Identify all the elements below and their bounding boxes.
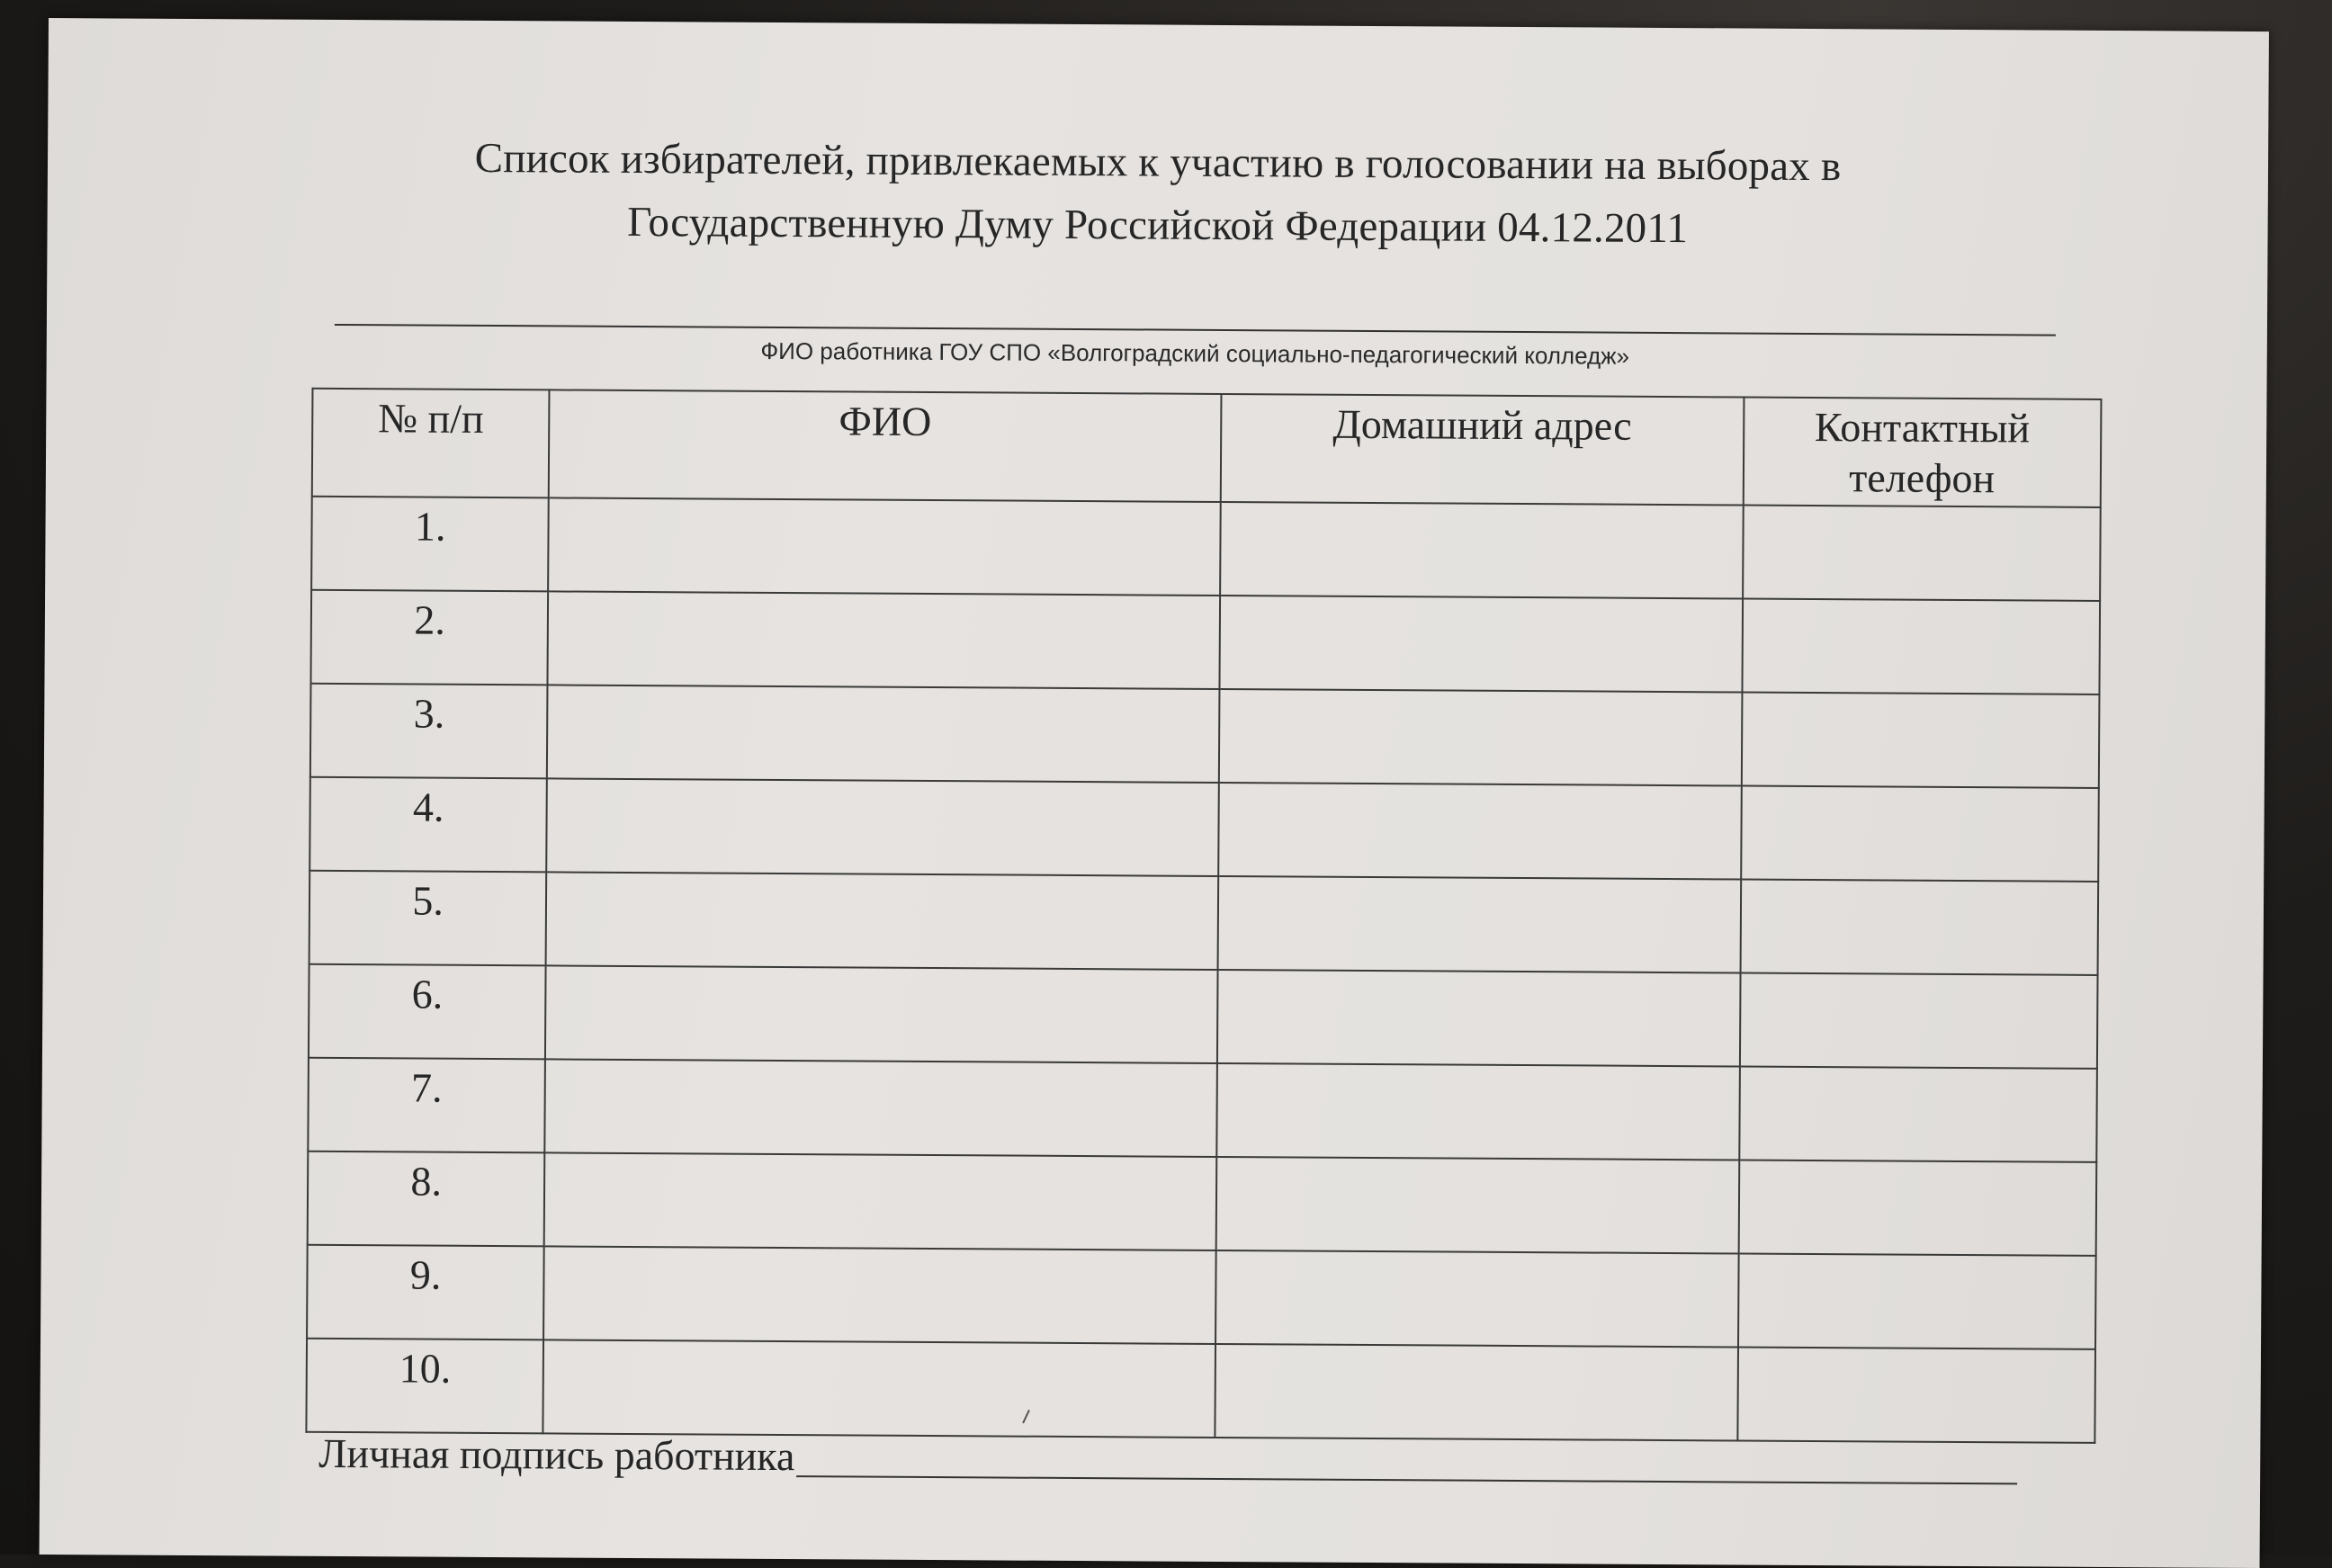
phone-cell[interactable] (1742, 599, 2100, 694)
table-row (308, 1058, 2097, 1162)
table-row (311, 497, 2101, 601)
phone-cell[interactable] (1741, 693, 2099, 788)
header-address: Домашний адрес (1221, 394, 1744, 506)
fio-cell[interactable] (545, 1059, 1217, 1157)
phone-cell[interactable] (1743, 506, 2101, 601)
table-row (309, 777, 2099, 882)
fio-cell[interactable] (544, 1152, 1216, 1250)
signature-block (318, 1429, 2017, 1488)
header-phone: Контактный телефон (1743, 398, 2101, 507)
address-cell[interactable] (1215, 1250, 1738, 1348)
address-cell[interactable] (1219, 596, 1742, 693)
document-title (47, 124, 2268, 264)
row-number-cell: 1. (311, 497, 549, 592)
address-cell[interactable] (1220, 502, 1743, 599)
title-line-1: Список избирателей, привлекаемых к участию в голосовании на выборах в (474, 134, 1842, 191)
address-cell[interactable] (1218, 783, 1741, 880)
table-row (306, 1339, 2095, 1443)
fio-cell[interactable] (543, 1340, 1215, 1438)
table-row (307, 1245, 2096, 1349)
address-cell[interactable] (1219, 689, 1742, 786)
fio-cell[interactable] (548, 497, 1220, 596)
table-body (306, 497, 2100, 1443)
table-row (310, 590, 2100, 694)
row-number-cell: 4. (309, 777, 547, 873)
paper-sheet (40, 18, 2269, 1568)
fio-caption: ФИО работника ГОУ СПО «Волгоградский социально-педагогический колледж» (760, 336, 1630, 370)
title-line-2: Государственную Думу Российской Федерации 04.12.2011 (627, 198, 1689, 253)
address-cell[interactable] (1218, 876, 1741, 973)
fio-cell[interactable] (546, 778, 1218, 876)
row-number-cell: 6. (309, 964, 546, 1060)
voters-table (305, 388, 2102, 1444)
phone-cell[interactable] (1741, 786, 2099, 882)
fio-cell[interactable] (546, 872, 1218, 970)
phone-cell[interactable] (1738, 1253, 2096, 1348)
table-header-row (312, 389, 2102, 507)
row-number-cell: 8. (308, 1151, 545, 1247)
fio-cell[interactable] (543, 1246, 1215, 1344)
signature-label: Личная подпись работника (318, 1429, 795, 1480)
phone-cell[interactable] (1740, 880, 2098, 975)
address-cell[interactable] (1215, 1344, 1737, 1441)
address-cell[interactable] (1217, 970, 1740, 1067)
fio-cell[interactable] (548, 591, 1220, 689)
row-number-cell: 3. (310, 684, 548, 779)
table-row (308, 1151, 2097, 1256)
phone-cell[interactable] (1739, 1067, 2097, 1162)
header-number: № п/п (312, 389, 550, 498)
row-number-cell: 9. (307, 1245, 544, 1340)
row-number-cell: 10. (306, 1339, 543, 1434)
phone-cell[interactable] (1737, 1347, 2095, 1442)
table-row (310, 684, 2100, 788)
fio-cell[interactable] (547, 685, 1219, 783)
table-row (309, 871, 2099, 975)
fio-cell[interactable] (545, 965, 1217, 1063)
fio-blank-line[interactable] (335, 324, 2056, 336)
signature-blank-line[interactable] (796, 1475, 2017, 1484)
phone-cell[interactable] (1739, 973, 2097, 1069)
row-number-cell: 5. (309, 871, 547, 966)
address-cell[interactable] (1216, 1157, 1739, 1254)
row-number-cell: 2. (310, 590, 548, 685)
table-row (309, 964, 2098, 1069)
row-number-cell: 7. (308, 1058, 545, 1153)
header-fio: ФИО (549, 390, 1221, 502)
phone-cell[interactable] (1738, 1160, 2096, 1256)
address-cell[interactable] (1216, 1063, 1739, 1160)
